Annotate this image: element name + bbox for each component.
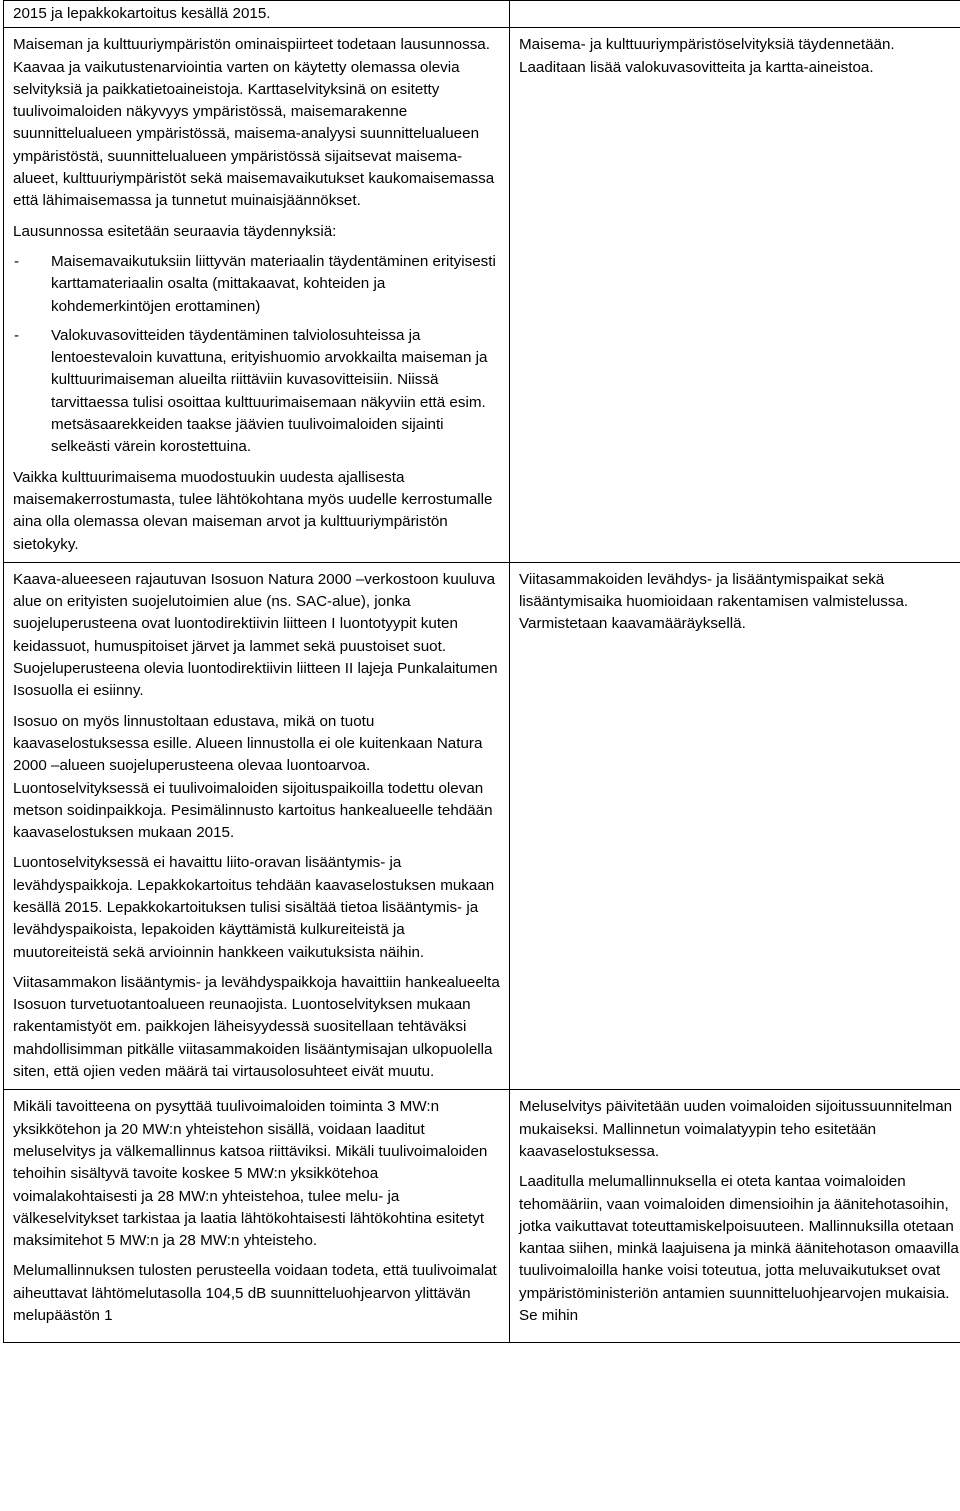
- dash-bullet: -: [14, 252, 20, 270]
- paragraph: Isosuo on myös linnustoltaan edustava, mikä on tuotu kaavaselostuksessa esille. Alueen linnustolla ei ole kuitenkaan Natura 2000 –alueen suojeluperusteena olevaa luontoarvoa. Luontoselvityksessä ei tuulivoimaloiden sijoituspaikoilla todettu olevan metson soidinpaikkoja. Pesimälinnusto kartoitus hankealueelle tehdään kaavaselostuksen mukaan 2015.: [13, 712, 493, 842]
- response-cell: [510, 562, 960, 1090]
- statement-cell: [4, 1, 510, 28]
- bullet-list: [13, 251, 501, 459]
- list-item: [13, 251, 501, 318]
- statement-cell: [4, 1090, 510, 1343]
- paragraph: Laaditulla melumallinnuksella ei oteta kantaa voimaloiden tehomääriin, vaan voimaloiden dimensioihin ja äänitehotasoihin, jotka vaikuttavat toteuttamiskelpoisuuteen. Mallinnuksilla otetaan kantaa siihen, minkä laajuisena ja minkä äänitehotason omaavilla tuulivoimaloilla hanke voisi toteutua, jotta meluvaikutukset ovat ympäristöministeriön antamien suunnitteluohjearvojen mukaisia. Se mihin: [519, 1173, 959, 1325]
- dash-bullet: -: [14, 326, 20, 344]
- paragraph: Viitasammakoiden levähdys- ja lisääntymispaikat sekä lisääntymisaika huomioidaan rakentamisen valmistelussa. Varmistetaan kaavamääräyksellä.: [519, 570, 909, 633]
- paragraph: Viitasammakon lisääntymis- ja levähdyspaikkoja havaittiin hankealueelta Isosuon turvetuotantoalueen reunaojista. Luontoselvityksen mukaan rakentamistyöt em. paikkojen läheisyydessä suositellaan tehtäväksi mahdollisimman pitkälle viitasammakoiden lisääntymisajan ulkopuolella siten, että ojien veden määrä tai virtausolosuhteet eivät muutu.: [13, 973, 500, 1081]
- response-cell: [510, 1, 960, 28]
- list-item-text: Maisemavaikutuksiin liittyvän materiaalin täydentäminen erityisesti karttamateriaalin osalta (mittakaavat, kohteiden ja kohdemerkintöjen erottaminen): [51, 252, 496, 315]
- list-item-text: Valokuvasovitteiden täydentäminen talviolosuhteissa ja lentoestevaloin kuvattuna, erityishuomio arvokkailta maiseman ja kulttuurimaiseman alueilta riittäviin kuvasovitteisiin. Niissä tarvittaessa tulisi osoittaa kulttuurimaisemaan näkyviin että esim. metsäsaarekkeiden taakse jäävien tuulivoimaloiden sijainti selkeästi värein korostettuina.: [51, 326, 488, 456]
- paragraph: 2015 ja lepakkokartoitus kesällä 2015.: [13, 5, 271, 22]
- statement-response-table: [3, 0, 960, 1343]
- table-row: [4, 1, 960, 28]
- statement-cell: [4, 28, 510, 563]
- paragraph: Maiseman ja kulttuuriympäristön ominaispiirteet todetaan lausunnossa. Kaavaa ja vaikutustenarviointia varten on käytetty olemassa olevia selvityksiä ja paikkatietoaineistoja. Karttaselvityksinä on esitetty tuulivoimaloiden näkyvyys ympäristössä, maisemarakenne suunnittelualueen ympäristössä, maisema-analyysi suunnittelualueen ympäristöstä, suunnittelualueen ympäristössä sijaitsevat maisema-alueet, kulttuuriympäristöt sekä maisemavaikutukset kaukomaisemassa että lähimaisemassa ja tunnetut muinaisjäännökset.: [13, 36, 495, 210]
- paragraph: Luontoselvityksessä ei havaittu liito-oravan lisääntymis- ja levähdyspaikkoja. Lepakkokartoitus tehdään kaavaselostuksen mukaan kesällä 2015. Lepakkokartoituksen tulisi sisältää tietoa lisääntymis- ja levähdyspaikoista, lepakoiden käyttämistä kulkureiteistä ja muutoreiteistä sekä arvioinnin hankkeen vaikutuksista näihin.: [13, 854, 495, 961]
- response-cell: [510, 28, 960, 563]
- paragraph: Kaava-alueeseen rajautuvan Isosuon Natura 2000 –verkostoon kuuluva alue on erityisten suojelutoimien alue (ns. SAC-alue), jonka suojeluperusteena ovat luontodirektiivin liitteen I luontotyypit kuten keidassuot, humuspitoiset järvet ja lammet sekä puustoiset suot. Suojeluperusteena olevia luontodirektiivin liitteen II lajeja Punkalaitumen Isosuolla ei esiinny.: [13, 570, 498, 700]
- paragraph: Melumallinnuksen tulosten perusteella voidaan todeta, että tuulivoimalat aiheuttavat lähtömelutasolla 104,5 dB suunnitteluohjearvon ylittävän melupäästön 1: [13, 1262, 497, 1325]
- paragraph: Meluselvitys päivitetään uuden voimaloiden sijoitussuunnitelman mukaiseksi. Mallinnetun voimalatyypin teho esitetään kaavaselostuksessa.: [519, 1098, 953, 1160]
- paragraph: Lausunnossa esitetään seuraavia täydennyksiä:: [13, 222, 337, 240]
- response-cell: [510, 1090, 960, 1343]
- paragraph: Maisema- ja kulttuuriympäristöselvityksiä täydennetään. Laaditaan lisää valokuvasovitteita ja kartta-aineistoa.: [519, 36, 895, 76]
- paragraph: Vaikka kulttuurimaisema muodostuukin uudesta ajallisesta maisemakerrostumasta, tulee lähtökohtana myös uudelle kerrostumalle aina olla olemassa olevan maiseman arvot ja kulttuuriympäristön sietokyky.: [13, 468, 493, 553]
- table-row: [4, 1090, 960, 1343]
- table-row: [4, 562, 960, 1090]
- statement-cell: [4, 562, 510, 1090]
- paragraph: Mikäli tavoitteena on pysyttää tuulivoimaloiden toiminta 3 MW:n yksikkötehon ja 20 MW:n yhteistehon sisällä, voidaan laaditut meluselvitys ja välkemallinnus katsoa riittäviksi. Mikäli tuulivoimaloiden tehoihin sisältyvä tavoite koskee 5 MW:n yksikkötehoa voimalakohtaisesti ja 28 MW:n yhteistehoa, tulee melu- ja välkeselvitykset tarkistaa ja laatia lähtökohtaisesti lähtökohtina esitetyt maksimitehot 5 MW:n ja 28 MW:n yhteisteho.: [13, 1098, 488, 1250]
- list-item: [13, 325, 501, 459]
- table-row: [4, 28, 960, 563]
